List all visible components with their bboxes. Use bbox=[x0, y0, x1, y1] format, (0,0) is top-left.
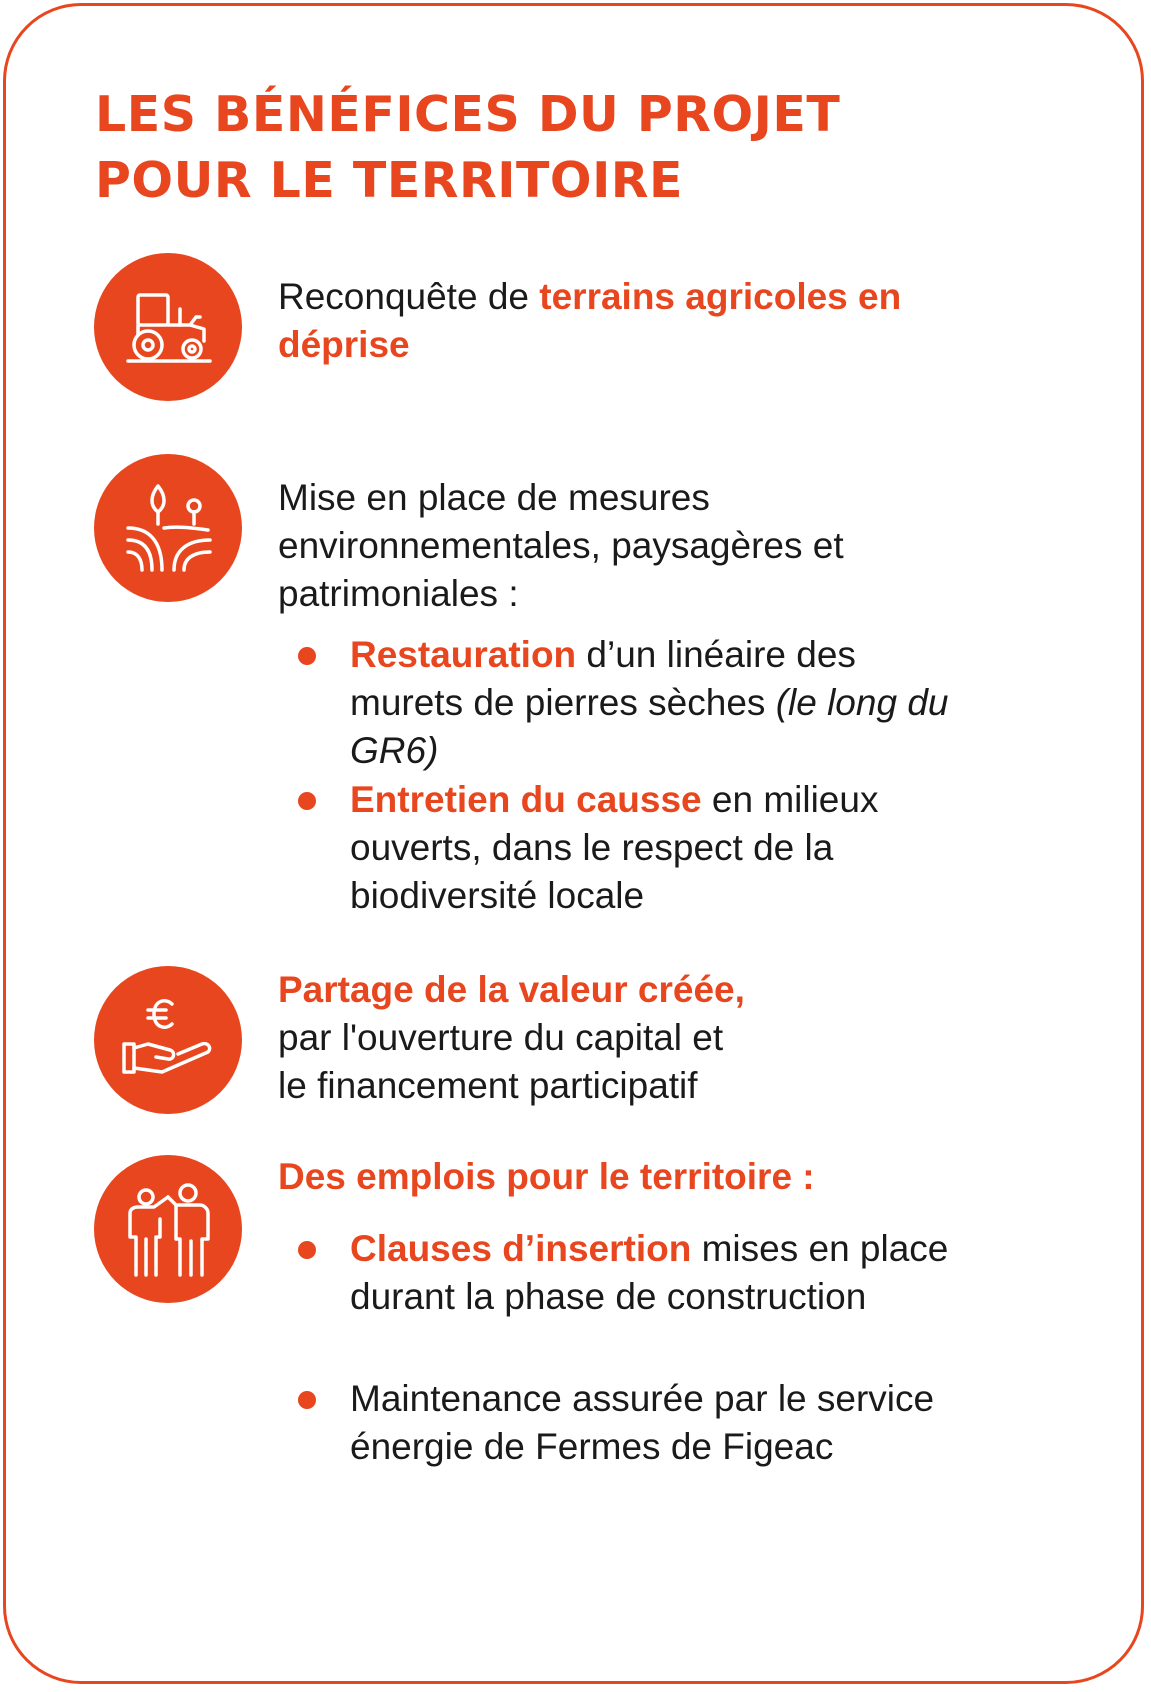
benefit-1-plain: Reconquête de bbox=[278, 276, 540, 317]
page-title bbox=[95, 82, 840, 214]
bullet-text: mises en place durant la phase de construction bbox=[350, 1228, 949, 1317]
bullet-icon bbox=[298, 1391, 316, 1409]
bullet-text: d’un linéaire des murets de pierres sèches bbox=[350, 634, 856, 723]
people-icon bbox=[94, 1155, 242, 1303]
title-line-2: POUR LE TERRITOIRE bbox=[95, 152, 684, 209]
bullet-highlight: Clauses d’insertion bbox=[350, 1228, 692, 1269]
list-item bbox=[298, 631, 949, 775]
bullet-icon bbox=[298, 1241, 316, 1259]
plant-field-icon bbox=[94, 454, 242, 602]
benefit-2-text: Mise en place de mesures environnementales, paysagères et patrimoniales : bbox=[278, 477, 844, 614]
benefit-3-text bbox=[278, 966, 978, 1110]
bullet-highlight: Restauration bbox=[350, 634, 577, 675]
title-line-1: LES BÉNÉFICES DU PROJET bbox=[95, 86, 841, 143]
benefit-1-highlight: terrains agricoles en déprise bbox=[278, 276, 902, 365]
bullet-icon bbox=[298, 792, 316, 810]
list-item bbox=[298, 776, 898, 920]
benefit-4-title: Des emplois pour le territoire : bbox=[278, 1156, 815, 1197]
benefit-1-text bbox=[278, 273, 918, 369]
bullet-highlight: Entretien du causse bbox=[350, 779, 702, 820]
list-item bbox=[298, 1375, 935, 1519]
benefit-3-line-3: le financement participatif bbox=[278, 1065, 698, 1106]
list-item bbox=[298, 1225, 949, 1369]
bullet-italic: (le long du GR6) bbox=[350, 682, 949, 771]
bullet-icon bbox=[298, 647, 316, 665]
bullet-text: Maintenance assurée par le service énergie de Fermes de Figeac bbox=[350, 1378, 935, 1467]
bullet-text: en milieux ouverts, dans le respect de la biodiversité locale bbox=[350, 779, 879, 916]
benefit-3-highlight: Partage de la valeur créée, bbox=[278, 969, 745, 1010]
benefit-3-line-2: par l'ouverture du capital et bbox=[278, 1017, 724, 1058]
euro-hand-icon bbox=[94, 966, 242, 1114]
tractor-icon bbox=[94, 253, 242, 401]
